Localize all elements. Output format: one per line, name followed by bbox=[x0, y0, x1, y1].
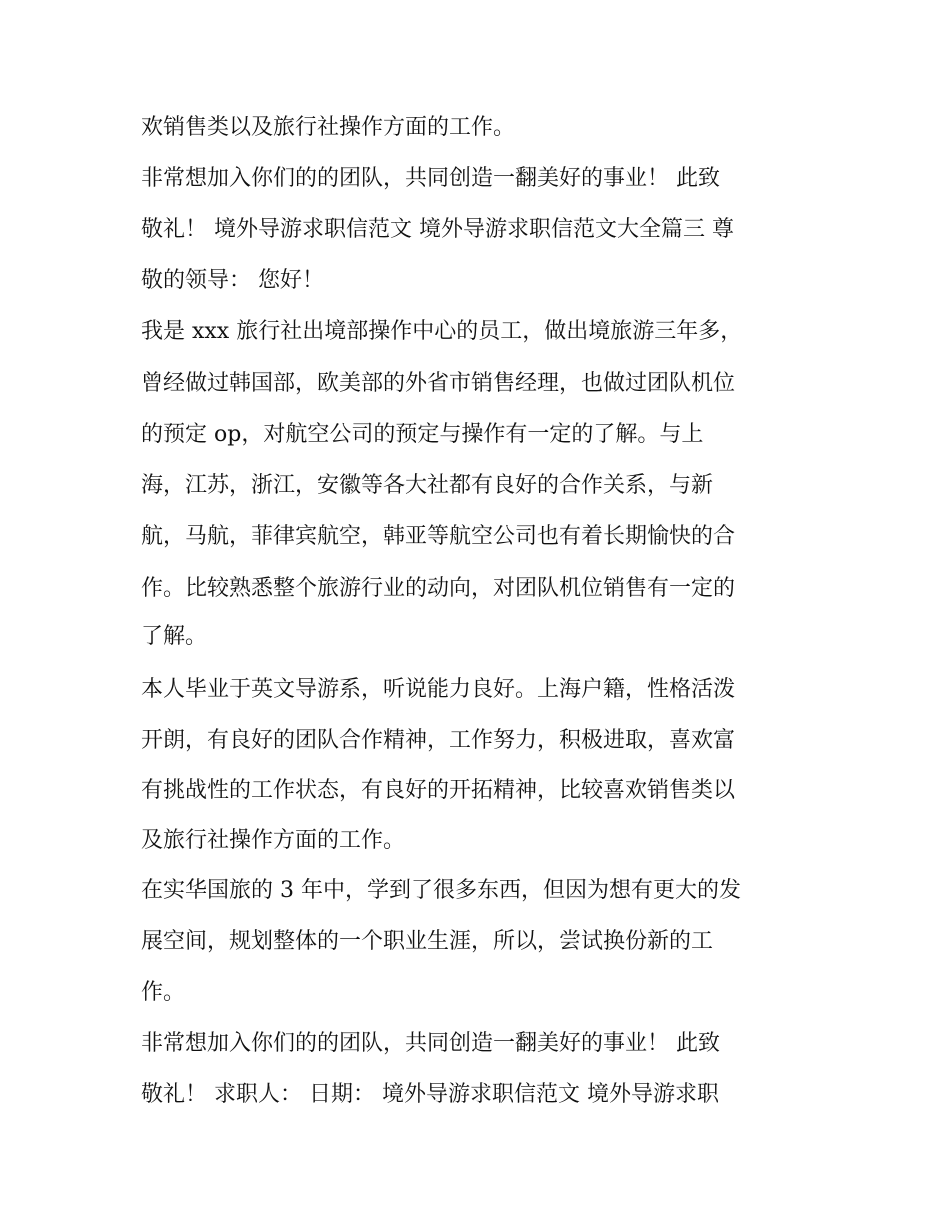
text-line: 本人毕业于英文导游系，听说能力良好。上海户籍，性格活泼 bbox=[141, 677, 736, 702]
text-line: 的预定 op，对航空公司的预定与操作有一定的了解。与上 bbox=[141, 422, 704, 447]
text-line: 有挑战性的工作状态，有良好的开拓精神，比较喜欢销售类以 bbox=[141, 778, 736, 803]
text-line: 敬的领导： 您好！ bbox=[141, 268, 324, 293]
text-line: 曾经做过韩国部，欧美部的外省市销售经理，也做过团队机位 bbox=[141, 371, 736, 396]
text-line: 开朗，有良好的团队合作精神，工作努力，积极进取，喜欢富 bbox=[141, 728, 736, 753]
text-line: 及旅行社操作方面的工作。 bbox=[141, 828, 406, 853]
text-line: 作。比较熟悉整个旅游行业的动向，对团队机位销售有一定的 bbox=[141, 576, 736, 601]
text-line: 敬礼！ 求职人： 日期： 境外导游求职信范文 境外导游求职 bbox=[141, 1082, 719, 1107]
text-line: 展空间，规划整体的一个职业生涯，所以，尝试换份新的工 bbox=[141, 929, 714, 954]
text-line: 作。 bbox=[141, 980, 186, 1005]
text-line: 欢销售类以及旅行社操作方面的工作。 bbox=[141, 115, 516, 140]
text-line: 海，江苏，浙江，安徽等各大社都有良好的合作关系，与新 bbox=[141, 473, 714, 498]
text-line: 航，马航，菲律宾航空，韩亚等航空公司也有着长期愉快的合 bbox=[141, 524, 736, 549]
text-line: 敬礼！ 境外导游求职信范文 境外导游求职信范文大全篇三 尊 bbox=[141, 217, 734, 242]
text-line: 了解。 bbox=[141, 624, 208, 649]
text-line: 我是 xxx 旅行社出境部操作中心的员工，做出境旅游三年多， bbox=[141, 319, 743, 344]
text-line: 非常想加入你们的的团队，共同创造一翻美好的事业！ 此致 bbox=[141, 1031, 720, 1056]
text-line: 非常想加入你们的的团队，共同创造一翻美好的事业！ 此致 bbox=[141, 166, 720, 191]
text-line: 在实华国旅的 3 年中，学到了很多东西，但因为想有更大的发 bbox=[141, 878, 741, 903]
